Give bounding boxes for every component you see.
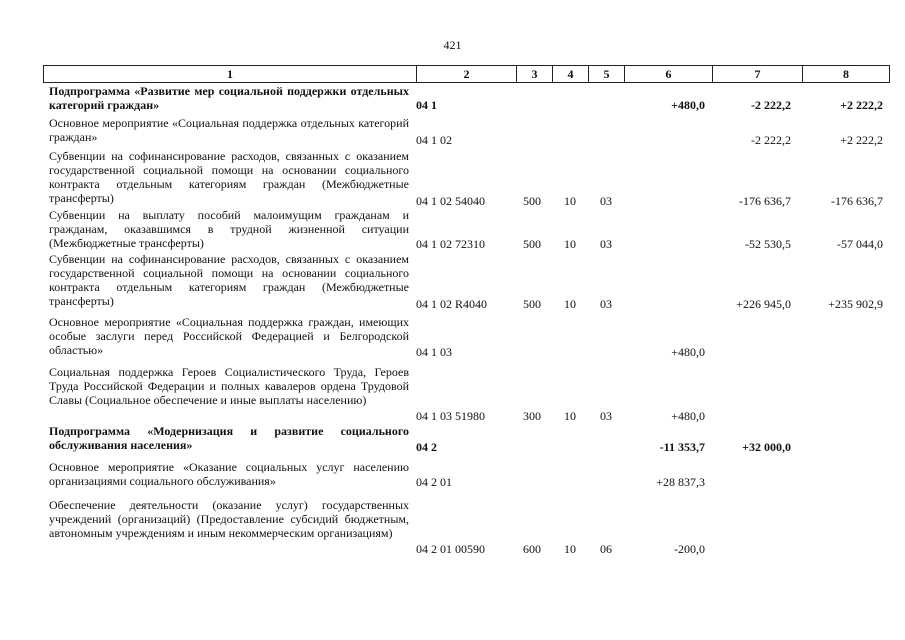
header-col-7: 7: [712, 66, 802, 82]
row-col3: 300: [523, 409, 541, 423]
row-col4: 10: [564, 237, 576, 251]
budget-table: [43, 65, 890, 556]
row-col5: 03: [600, 237, 612, 251]
header-col-1: 1: [227, 67, 233, 81]
row-col7: -2 222,2: [751, 133, 791, 147]
header-col-3: 3: [516, 66, 552, 82]
row-description: Социальная поддержка Героев Социалистического Труда, Героев Труда Российской Федерации и полных кавалеров ордена Трудовой Славы (Социальное обеспечение и иные выплаты населению): [49, 365, 409, 407]
row-description: Подпрограмма «Развитие мер социальной поддержки отдельных категорий граждан»: [49, 84, 409, 112]
row-code: 04 1 03: [416, 345, 452, 359]
row-col8: +2 222,2: [840, 98, 883, 112]
row-col6: +480,0: [671, 98, 705, 112]
row-col6: -200,0: [674, 542, 705, 556]
row-code: 04 1: [416, 98, 437, 112]
row-col6: +480,0: [671, 409, 705, 423]
row-col8: -57 044,0: [837, 237, 883, 251]
header-col-4: 4: [552, 66, 588, 82]
row-description: Субвенции на софинансирование расходов, связанных с оказанием государственной социальной помощи на основании социального контракта отдельным категориям граждан (Межбюджетные трансферты): [49, 149, 409, 205]
row-description: Субвенции на софинансирование расходов, связанных с оказанием государственной социальной помощи на основании социального контракта отдельным категориям граждан (Межбюджетные трансферты): [49, 252, 409, 308]
header-col-8: 8: [802, 66, 889, 82]
row-col8: +2 222,2: [840, 133, 883, 147]
row-col3: 500: [523, 194, 541, 208]
row-col3: 500: [523, 237, 541, 251]
row-col5: 03: [600, 409, 612, 423]
row-code: 04 2 01 00590: [416, 542, 485, 556]
row-col6: -11 353,7: [659, 440, 705, 454]
row-code: 04 1 02 54040: [416, 194, 485, 208]
table-header: [43, 65, 890, 83]
row-description: Основное мероприятие «Социальная поддержка отдельных категорий граждан»: [49, 116, 409, 144]
row-col8: +235 902,9: [828, 297, 883, 311]
row-code: 04 1 03 51980: [416, 409, 485, 423]
row-col5: 06: [600, 542, 612, 556]
row-col7: -52 530,5: [745, 237, 791, 251]
header-col-2: 2: [416, 66, 516, 82]
row-code: 04 1 02 R4040: [416, 297, 488, 311]
row-col4: 10: [564, 297, 576, 311]
row-description: Субвенции на выплату пособий малоимущим гражданам и гражданам, оказавшимся в трудной жизненной ситуации (Межбюджетные трансферты): [49, 208, 409, 250]
row-col5: 03: [600, 194, 612, 208]
row-code: 04 2 01: [416, 475, 452, 489]
row-col4: 10: [564, 409, 576, 423]
row-col5: 03: [600, 297, 612, 311]
row-code: 04 2: [416, 440, 437, 454]
row-description: Подпрограмма «Модернизация и развитие социального обслуживания населения»: [49, 424, 409, 452]
row-description: Основное мероприятие «Оказание социальных услуг населению организациями социального обслуживания»: [49, 460, 409, 488]
header-col-6: 6: [624, 66, 712, 82]
row-col7: +32 000,0: [742, 440, 791, 454]
row-col6: +480,0: [671, 345, 705, 359]
row-col4: 10: [564, 542, 576, 556]
row-col3: 500: [523, 297, 541, 311]
header-col-5: 5: [588, 66, 624, 82]
row-col7: -2 222,2: [751, 98, 791, 112]
page-number: 421: [443, 38, 462, 52]
row-col6: +28 837,3: [656, 475, 705, 489]
row-description: Основное мероприятие «Социальная поддержка граждан, имеющих особые заслуги перед Российской Федерацией и Белгородской областью»: [49, 315, 409, 357]
row-col7: -176 636,7: [739, 194, 791, 208]
row-description: Обеспечение деятельности (оказание услуг) государственных учреждений (организаций) (Предоставление субсидий бюджетным, автономным учреждениям и иным некоммерческим организациям): [49, 498, 409, 540]
row-code: 04 1 02 72310: [416, 237, 485, 251]
row-col7: +226 945,0: [736, 297, 791, 311]
row-col4: 10: [564, 194, 576, 208]
row-code: 04 1 02: [416, 133, 452, 147]
row-col8: -176 636,7: [831, 194, 883, 208]
row-col3: 600: [523, 542, 541, 556]
